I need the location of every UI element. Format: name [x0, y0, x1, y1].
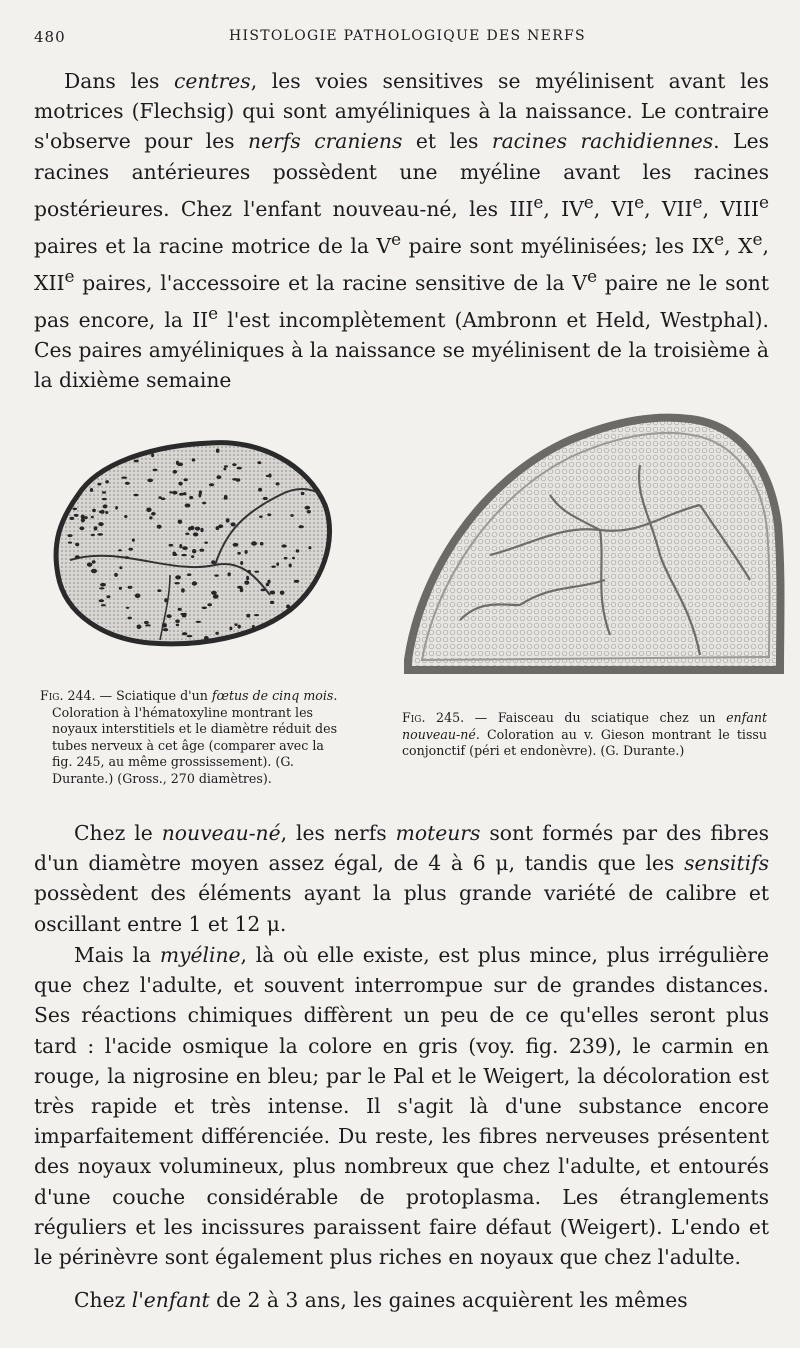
nucleus-dot	[216, 475, 221, 479]
nucleus-dot	[149, 516, 152, 519]
nucleus-dot	[92, 509, 96, 513]
nucleus-dot	[74, 514, 79, 517]
nucleus-dot	[172, 552, 176, 555]
nucleus-dot	[94, 526, 98, 530]
nucleus-dot	[134, 460, 139, 463]
nucleus-dot	[259, 516, 263, 518]
nucleus-dot	[176, 461, 179, 465]
nucleus-dot	[137, 625, 142, 630]
nucleus-dot	[126, 607, 129, 609]
nucleus-dot	[72, 508, 77, 510]
nucleus-dot	[192, 549, 196, 553]
nucleus-dot	[199, 490, 202, 494]
nucleus-dot	[184, 478, 188, 481]
nucleus-dot	[91, 569, 97, 574]
nucleus-dot	[102, 498, 107, 500]
nucleus-dot	[181, 554, 187, 556]
nucleus-dot	[246, 576, 249, 580]
nucleus-dot	[296, 549, 300, 552]
nucleus-dot	[167, 614, 172, 618]
nucleus-dot	[147, 479, 153, 483]
nucleus-dot	[238, 625, 241, 629]
nucleus-dot	[268, 473, 271, 477]
nucleus-dot	[245, 550, 248, 554]
nucleus-dot	[163, 628, 168, 631]
nucleus-dot	[183, 492, 187, 495]
nucleus-dot	[128, 586, 133, 589]
nucleus-dot	[67, 534, 72, 537]
nucleus-dot	[258, 488, 262, 492]
nucleus-dot	[211, 560, 215, 564]
nucleus-dot	[169, 544, 174, 547]
nucleus-dot	[299, 525, 304, 528]
nucleus-dot	[202, 607, 207, 610]
nucleus-dot	[99, 599, 105, 602]
nucleus-dot	[75, 543, 79, 547]
nucleus-dot	[276, 482, 280, 485]
nucleus-dot	[175, 575, 181, 579]
nucleus-dot	[175, 620, 180, 623]
nucleus-dot	[187, 635, 193, 637]
nucleus-dot	[196, 621, 202, 623]
nucleus-dot	[145, 624, 151, 626]
nucleus-dot	[251, 541, 257, 545]
nucleus-dot	[133, 494, 138, 497]
nucleus-dot	[246, 614, 250, 618]
nucleus-dot	[178, 520, 183, 524]
nucleus-dot	[182, 632, 188, 635]
nucleus-dot	[178, 482, 182, 486]
nucleus-dot	[99, 587, 105, 589]
nucleus-dot	[172, 491, 177, 495]
nucleus-dot	[124, 556, 129, 558]
nucleus-dot	[224, 465, 228, 467]
nucleus-dot	[97, 533, 103, 536]
nucleus-dot	[118, 549, 122, 551]
figure-244-caption: Fig. 244. — Sciatique d'un fœtus de cinq mois. Coloration à l'hématoxyline montrant les noyaux interstitiels et le diamètre réduit des tubes nerveux à cet âge (comparer avec la fig. 245, au même grossissement). (G. Durante.) (Gross., 270 diamètres).	[40, 688, 338, 786]
nucleus-dot	[290, 514, 294, 517]
paragraph-enfant: Chez l'enfant de 2 à 3 ans, les gaines acquièrent les mêmes	[74, 1288, 688, 1312]
nucleus-dot	[237, 586, 243, 589]
nucleus-dot	[231, 522, 236, 526]
nucleus-dot	[267, 513, 271, 516]
nucleus-dot	[223, 467, 226, 470]
nucleus-dot	[261, 589, 266, 592]
nucleus-dot	[79, 526, 84, 530]
nucleus-dot	[157, 589, 161, 592]
nucleus-dot	[224, 497, 228, 500]
nucleus-dot	[144, 621, 149, 624]
nucleus-dot	[119, 566, 122, 569]
nucleus-dot	[218, 524, 223, 528]
nucleus-dot	[135, 593, 141, 598]
paragraph-newborn-fibers: Chez le nouveau-né, les nerfs moteurs sont formés par des fibres d'un diamètre moyen assez égal, de 4 à 6 μ, tandis que les sensitifs possèdent des éléments ayant la plus grande variété de calibre et oscillant entre 1 et 12 μ.	[34, 821, 770, 936]
nucleus-dot	[175, 582, 180, 584]
nucleus-dot	[294, 580, 300, 583]
running-title: HISTOLOGIE PATHOLOGIQUE DES NERFS	[229, 28, 586, 44]
nucleus-dot	[276, 562, 279, 566]
figure-245-illustration	[400, 405, 785, 675]
nucleus-dot	[114, 573, 118, 577]
nucleus-dot	[289, 564, 292, 568]
nucleus-dot	[232, 463, 236, 466]
nucleus-dot	[115, 506, 118, 510]
nucleus-dot	[187, 573, 191, 576]
nucleus-dot	[193, 532, 199, 536]
nucleus-dot	[128, 548, 133, 551]
nucleus-dot	[270, 601, 274, 604]
nucleus-dot	[308, 546, 311, 549]
nucleus-dot	[92, 560, 96, 563]
nucleus-dot	[267, 580, 270, 584]
nucleus-dot	[91, 534, 95, 536]
page-number: 480	[34, 28, 66, 46]
nucleus-dot	[124, 515, 127, 518]
nucleus-dot	[178, 608, 182, 611]
nucleus-dot	[119, 587, 122, 590]
nucleus-dot	[75, 555, 80, 559]
nucleus-dot	[244, 581, 249, 585]
nucleus-dot	[151, 453, 154, 457]
nucleus-dot	[204, 636, 209, 640]
nucleus-dot	[132, 538, 135, 541]
nucleus-dot	[91, 516, 94, 519]
nucleus-dot	[176, 624, 179, 627]
nucleus-dot	[102, 491, 106, 493]
nucleus-dot	[100, 583, 106, 587]
paragraph-myeline: Mais la myéline, là où elle existe, est plus mince, plus irrégulière que chez l'adulte, et souvent interrompue sur de grandes distances. Ses réactions chimiques diffèrent un peu de ce qu'elles seront plus tard : l'acide osmique la colore en gris (voy. fig. 239), le carmin en rouge, la nigrosine en bleu; par le Pal et le Weigert, la décoloration est très rapide et très intense. Il s'agit là d'une substance encore imparfaitement différenciée. Du reste, les fibres nerveuses présentent des noyaux volumineux, plus nombreux que chez l'adulte, et entourés d'une couche considérable de protoplasma. Les étranglements réguliers et les incissures paraissent faire défaut (Weigert). L'endo et le périnèvre sont également plus riches en noyaux que chez l'adulte.	[34, 943, 769, 1270]
nucleus-dot	[284, 557, 288, 560]
nucleus-dot	[103, 504, 108, 508]
nucleus-dot	[173, 470, 178, 474]
nucleus-dot	[200, 528, 203, 532]
nucleus-dot	[182, 546, 188, 550]
nucleus-dot	[146, 508, 151, 513]
figure-244-illustration	[40, 425, 340, 660]
nucleus-dot	[214, 574, 218, 576]
nucleus-dot	[281, 544, 286, 547]
nucleus-dot	[195, 527, 200, 531]
nucleus-dot	[286, 605, 290, 609]
nucleus-dot	[190, 526, 194, 530]
nucleus-dot	[305, 506, 311, 510]
nucleus-dot	[237, 552, 241, 555]
nucleus-dot	[125, 482, 130, 485]
nucleus-dot	[185, 504, 191, 508]
nucleus-dot	[100, 510, 104, 514]
nucleus-dot	[199, 549, 204, 552]
nucleus-dot	[191, 555, 194, 558]
nucleus-dot	[105, 480, 109, 483]
nucleus-dot	[307, 510, 311, 513]
nucleus-dot	[90, 488, 93, 492]
nucleus-dot	[106, 595, 110, 598]
nucleus-dot	[254, 614, 259, 616]
nucleus-dot	[280, 591, 285, 595]
nucleus-dot	[233, 543, 239, 547]
nucleus-dot	[252, 625, 255, 629]
nucleus-dot	[164, 598, 167, 602]
nucleus-dot	[81, 515, 85, 520]
nucleus-dot	[247, 570, 251, 573]
nucleus-dot	[263, 497, 268, 500]
nucleus-dot	[209, 483, 214, 486]
nucleus-dot	[189, 496, 193, 499]
nucleus-dot	[207, 603, 212, 606]
figure-245-caption: Fig. 245. — Faisceau du sciatique chez un enfant nouveau-né. Coloration au v. Gieson montrant le tissu conjonctif (péri et endonèvre). (G. Durante.)	[402, 710, 768, 759]
nucleus-dot	[240, 561, 243, 565]
nucleus-dot	[192, 458, 196, 461]
nucleus-dot	[202, 502, 206, 505]
nucleus-dot	[204, 542, 208, 544]
nucleus-dot	[87, 562, 92, 566]
nucleus-dot	[257, 461, 261, 464]
nucleus-dot	[70, 517, 75, 520]
nucleus-dot	[226, 518, 230, 522]
nucleus-dot	[161, 498, 166, 501]
running-head	[34, 28, 766, 52]
nucleus-dot	[105, 511, 108, 514]
nucleus-dot	[192, 581, 197, 585]
nucleus-dot	[68, 542, 72, 544]
nucleus-dot	[153, 469, 158, 472]
nucleus-dot	[98, 522, 103, 526]
nucleus-dot	[232, 478, 237, 481]
nucleus-dot	[151, 512, 156, 516]
nucleus-dot	[179, 544, 182, 548]
nucleus-dot	[270, 591, 275, 595]
paragraph-myelination-order: Dans les centres, les voies sensitives se myélinisent avant les motrices (Flechsig) qui sont amyéliniques à la naissance. Le contraire s'observe pour les nerfs craniens et les racines rachidiennes. Les racines antérieures possèdent une myéline avant les racines postérieures. Chez l'enfant nouveau-né, les IIIe, IVe, VIe, VIIe, VIIIe paires et la racine motrice de la Ve paire sont myélinisées; les IXe, Xe, XIIe paires, l'accessoire et la racine sensitive de la Ve paire ne le sont pas encore, la IIe l'est incomplètement (Ambronn et Held, Westphal). Ces paires amyéliniques à la naissance se myélinisent de la troisième à la dixième semaine	[34, 69, 769, 392]
nucleus-dot	[213, 594, 219, 598]
nucleus-dot	[234, 623, 237, 626]
nucleus-dot	[185, 533, 189, 536]
nucleus-dot	[216, 449, 220, 453]
nucleus-dot	[84, 516, 88, 519]
nucleus-dot	[121, 477, 127, 479]
nucleus-dot	[215, 632, 219, 635]
nucleus-dot	[229, 627, 232, 631]
nucleus-dot	[292, 557, 295, 560]
nucleus-dot	[211, 591, 217, 595]
nucleus-dot	[301, 492, 305, 495]
nucleus-dot	[101, 604, 106, 606]
nucleus-dot	[260, 542, 264, 546]
nucleus-dot	[271, 566, 276, 568]
nucleus-dot	[181, 588, 185, 592]
nucleus-dot	[157, 525, 162, 529]
nucleus-dot	[97, 483, 101, 486]
nucleus-dot	[184, 613, 187, 616]
nucleus-dot	[237, 467, 242, 470]
nucleus-dot	[162, 623, 167, 627]
nucleus-dot	[228, 572, 231, 576]
nucleus-dot	[255, 571, 260, 573]
nucleus-dot	[128, 617, 132, 620]
